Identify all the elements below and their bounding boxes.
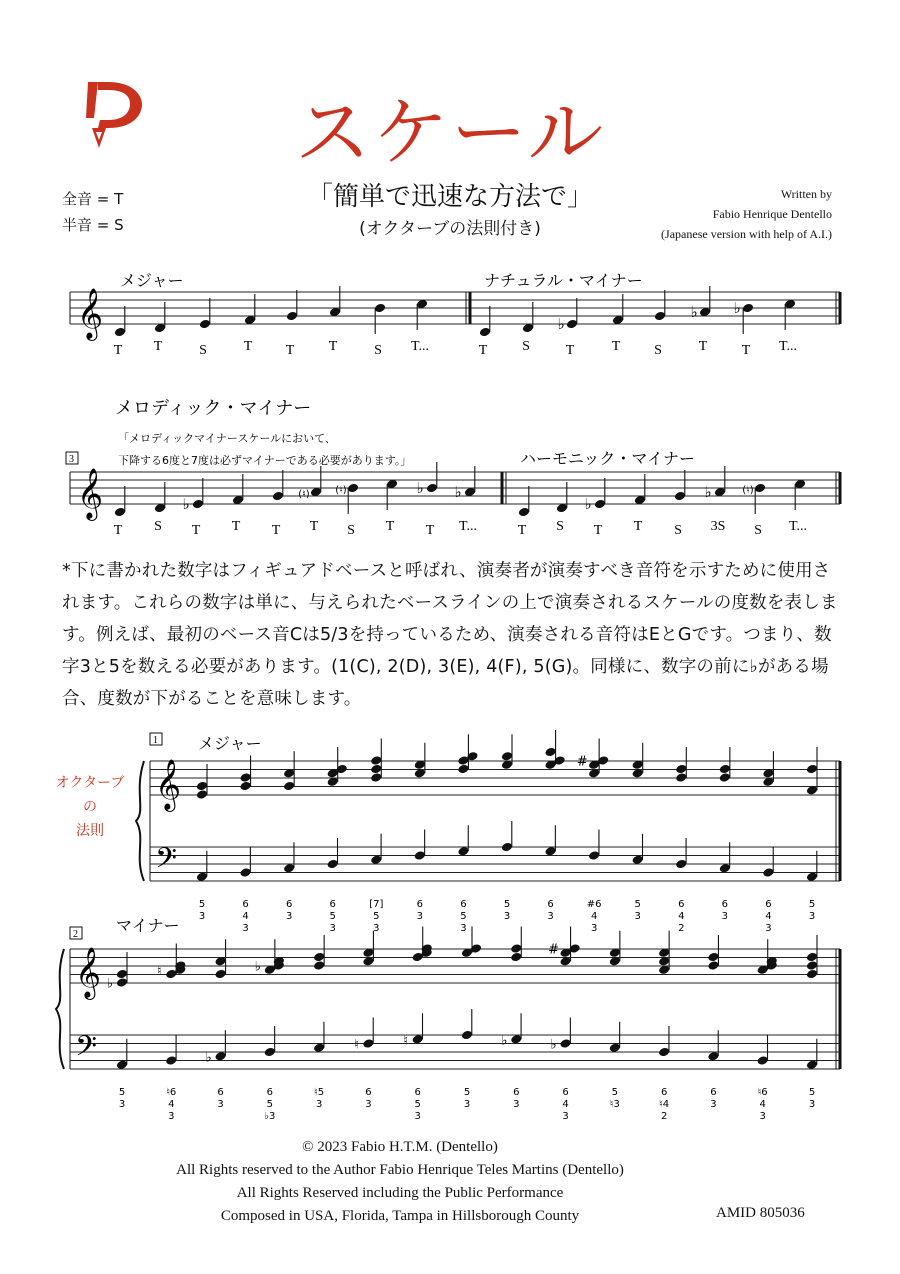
step-label: T: [478, 343, 488, 358]
chord-note: [501, 751, 513, 762]
credits-line: Written by: [780, 187, 832, 201]
step-label: 3S: [710, 519, 726, 534]
figured-bass-number: 6: [547, 899, 554, 910]
figured-bass-number: 3: [414, 1111, 421, 1122]
chord-note: [806, 969, 818, 980]
figured-bass-number: 6: [242, 899, 249, 910]
figured-bass-explanation: *下に書かれた数字はフィギュアドベースと呼ばれ、演奏者が演奏すべき音符を示すために使用されます。これらの数字は単に、与えられたベースラインの上で演奏されるスケールの度数を表します。例えば、最初のベース音Cは5/3を持っているため、演奏される音符はEとGです。つまり、数字3と5を数える必要があります。(1(C), 2(D), 3(E), 4(F), 5(G)。同様に、数字の前に♭がある場合、度数が下がることを意味します。: [62, 561, 838, 709]
chord-note: [806, 952, 818, 963]
side-label-1: オクターブ: [55, 775, 125, 791]
amid-code: AMID 805036: [716, 1205, 805, 1221]
chord-note: [313, 960, 325, 971]
figured-bass-number: 6: [710, 1087, 717, 1098]
figured-bass-number: 5: [611, 1087, 619, 1098]
figured-bass-number: 2: [660, 1111, 668, 1122]
figured-bass-number: ♮3: [609, 1099, 620, 1110]
step-label: S: [374, 343, 382, 358]
accidental-sign: (♮): [742, 485, 754, 496]
figured-bass-number: 6: [416, 899, 424, 910]
figured-bass-number: 3: [808, 911, 816, 922]
chord-note: [806, 960, 818, 971]
figured-bass-number: 6: [562, 1087, 569, 1098]
accidental-sign: ♭: [416, 479, 424, 497]
step-label: S: [154, 519, 162, 534]
figured-bass-number: ♮5: [314, 1087, 325, 1098]
chord-note: [196, 781, 208, 792]
page-title: スケール: [294, 88, 606, 177]
figured-bass-number: 5: [198, 899, 206, 910]
treble-clef-icon: 𝄞: [154, 759, 182, 810]
footer-line: Composed in USA, Florida, Tampa in Hillsborough County: [220, 1208, 580, 1224]
figured-bass-number: 3: [513, 1099, 520, 1110]
accidental-sign: ♭: [182, 495, 190, 513]
figured-bass-number: 6: [460, 899, 467, 910]
chord-note: [116, 977, 128, 988]
accidental-sign: ♭: [205, 1050, 212, 1066]
chord-note: [370, 772, 382, 783]
accidental-sign: (♮): [335, 485, 347, 496]
figured-bass-number: 3: [365, 1099, 372, 1110]
step-label: T: [271, 523, 281, 538]
step-label: T: [385, 519, 395, 534]
chord-note: [707, 960, 719, 971]
footer-line: All Rights Reserved including the Public Performance: [236, 1185, 564, 1201]
figured-bass-number: 6: [365, 1087, 372, 1098]
treble-clef-icon: 𝄞: [76, 468, 104, 519]
figured-bass-number: 4: [765, 911, 772, 922]
step-label: S: [556, 519, 564, 534]
figured-bass-number: 6: [285, 899, 293, 910]
chord-note: [719, 772, 731, 783]
accidental-sign: ♮: [156, 963, 162, 979]
chord-note: [510, 943, 522, 954]
figured-bass-number: 6: [765, 899, 772, 910]
step-label: T: [328, 339, 338, 354]
figured-bass-number: 3: [503, 911, 511, 922]
accidental-sign: ♭: [501, 1033, 508, 1049]
chord-note: [196, 789, 208, 800]
rule-major-label: メジャー: [198, 734, 262, 753]
step-label: T: [309, 519, 319, 534]
step-label: T...: [778, 339, 798, 354]
accidental-sign: ♮: [403, 1033, 409, 1049]
step-label: S: [199, 343, 207, 358]
figured-bass-number: 6: [721, 899, 729, 910]
figured-bass-number: 4: [562, 1099, 569, 1110]
chord-note: [239, 781, 251, 792]
scales-notation: [60, 262, 850, 542]
figured-bass-number: 3: [710, 1099, 717, 1110]
step-label: T...: [788, 519, 808, 534]
figured-bass-number: 5: [808, 899, 816, 910]
step-label: T: [741, 343, 751, 358]
bass-clef-icon: 𝄢: [75, 1030, 97, 1070]
figured-bass-number: 5: [266, 1099, 274, 1110]
brace: [56, 949, 64, 1069]
figured-bass-number: 3: [562, 1111, 569, 1122]
flat-sign: ♭: [690, 303, 698, 321]
figured-bass-number: ♭3: [264, 1111, 276, 1122]
step-label: S: [522, 339, 530, 354]
figured-bass-number: 6: [678, 899, 685, 910]
page-subtitle: 「簡単で迅速な方法で」: [306, 182, 593, 212]
step-label: T: [698, 339, 708, 354]
figured-bass-number: 6: [513, 1087, 520, 1098]
figured-bass-number: 6: [329, 899, 336, 910]
figured-bass-number: 3: [808, 1099, 816, 1110]
chord-note: [370, 755, 382, 766]
figured-bass-number: 5: [634, 899, 641, 910]
label-natural-minor: ナチュラル・マイナー: [484, 271, 643, 290]
grand-staff-minor: [56, 927, 840, 1123]
figured-bass-number: 6: [414, 1087, 421, 1098]
step-label: T: [285, 343, 295, 358]
side-label-2: の: [83, 799, 97, 815]
major-system-number: 1: [153, 735, 158, 746]
brace: [136, 761, 144, 881]
accidental-sign: ♭: [454, 483, 462, 501]
figured-bass-number: 4: [678, 911, 685, 922]
figured-bass-number: 6: [266, 1087, 274, 1098]
bass-clef-icon: 𝄢: [155, 842, 177, 882]
step-label: T: [191, 523, 201, 538]
figured-bass-number: #6: [586, 899, 602, 910]
chord-note: [707, 952, 719, 963]
figured-bass-number: 4: [242, 911, 249, 922]
accidental-sign: #: [548, 942, 560, 958]
accidental-sign: ♭: [106, 976, 114, 992]
figured-bass-number: 5: [460, 911, 467, 922]
figured-bass-number: 3: [460, 923, 467, 934]
chord-note: [239, 772, 251, 783]
melodic-note-1: 「メロディックマイナースケールにおいて、: [118, 432, 336, 445]
staff-major-natural: [70, 286, 840, 358]
credits-line: (Japanese version with help of A.I.): [661, 227, 832, 241]
accidental-sign: (♮): [298, 489, 310, 500]
chord-note: [719, 764, 731, 775]
step-label: T: [425, 523, 435, 538]
step-label: S: [654, 343, 662, 358]
step-label: T...: [458, 519, 478, 534]
figured-bass-number: 3: [329, 923, 336, 934]
system-number: 3: [69, 454, 74, 465]
flat-sign: ♭: [733, 299, 741, 317]
figured-bass-number: 3: [547, 911, 554, 922]
rule-of-octave: [40, 725, 860, 1122]
figured-bass-number: 3: [759, 1111, 766, 1122]
chord-note: [806, 764, 818, 775]
accidental-sign: ♭: [254, 959, 261, 975]
accidental-sign: #: [576, 754, 588, 770]
label-melodic-minor: メロディック・マイナー: [115, 398, 312, 419]
flat-sign: ♭: [557, 315, 565, 333]
chord-note: [457, 764, 469, 775]
subtitle-note: (オクターブの法則付き): [359, 219, 541, 239]
figured-bass-number: 6: [217, 1087, 224, 1098]
treble-clef-icon: 𝄞: [76, 288, 104, 339]
rule-minor-label: マイナー: [116, 916, 180, 935]
figured-bass-number: 3: [198, 911, 206, 922]
figured-bass-number: 3: [285, 911, 293, 922]
figured-bass-number: 5: [329, 911, 336, 922]
step-label: T: [153, 339, 163, 354]
credits: [572, 184, 832, 244]
chord-note: [675, 764, 687, 775]
step-label: T: [231, 519, 241, 534]
figured-bass-number: 3: [721, 911, 729, 922]
minor-system-number: 2: [73, 929, 78, 940]
figured-bass-number: 5: [808, 1087, 816, 1098]
melodic-note-2: 下降する6度と7度は必ずマイナーである必要があります。」: [118, 454, 412, 467]
figured-bass-number: 4: [590, 911, 598, 922]
step-label: S: [674, 523, 682, 538]
step-label: T: [517, 523, 527, 538]
figured-bass-number: [7]: [369, 899, 384, 910]
figured-bass-number: 3: [416, 911, 424, 922]
accidental-sign: ♭: [704, 483, 712, 501]
label-harmonic-minor: ハーモニック・マイナー: [520, 449, 696, 468]
chord-note: [116, 969, 128, 980]
figured-bass-number: 5: [118, 1087, 126, 1098]
figured-bass-number: 3: [590, 923, 598, 934]
footer-line: All Rights reserved to the Author Fabio Henrique Teles Martins (Dentello): [176, 1162, 624, 1178]
chord-note: [544, 747, 556, 758]
chord-note: [313, 952, 325, 963]
figured-bass-number: 3: [242, 923, 249, 934]
legend-half-tone: 半音 = S: [62, 216, 124, 234]
legend-whole-tone: 全音 = T: [62, 190, 124, 208]
figured-bass-number: 3: [217, 1099, 224, 1110]
side-label-3: 法則: [76, 823, 104, 839]
chord-note: [510, 952, 522, 963]
figured-bass-number: 3: [168, 1111, 175, 1122]
step-label: T: [593, 523, 603, 538]
step-label: S: [754, 523, 762, 538]
figured-bass-number: ♮6: [757, 1087, 768, 1098]
step-label: S: [347, 523, 355, 538]
label-major: メジャー: [120, 271, 184, 290]
step-label: T: [633, 519, 643, 534]
credits-author: Fabio Henrique Dentello: [712, 207, 832, 221]
figured-bass-number: 5: [414, 1099, 421, 1110]
chord-note: [283, 781, 295, 792]
accidental-sign: ♭: [550, 1037, 557, 1053]
accidental-sign: ♮: [354, 1037, 359, 1053]
figured-bass-number: 3: [315, 1099, 323, 1110]
chord-note: [370, 764, 382, 775]
figured-bass-number: 3: [765, 923, 772, 934]
figured-bass-number: 5: [463, 1087, 471, 1098]
step-label: T: [113, 523, 123, 538]
figured-bass-number: 2: [678, 923, 685, 934]
treble-clef-icon: 𝄞: [74, 947, 102, 998]
footer-line: © 2023 Fabio H.T.M. (Dentello): [302, 1139, 498, 1155]
figured-bass-number: 5: [373, 911, 380, 922]
step-label: T: [243, 339, 253, 354]
figured-bass-number: 3: [373, 923, 380, 934]
step-label: T: [565, 343, 575, 358]
figured-bass-number: ♮4: [659, 1099, 670, 1110]
figured-bass-number: 4: [759, 1099, 766, 1110]
staff-melodic-harmonic: [70, 462, 840, 538]
figured-bass-number: 3: [634, 911, 641, 922]
chord-note: [675, 772, 687, 783]
figured-bass-number: ♮6: [166, 1087, 177, 1098]
figured-bass-number: 3: [118, 1099, 126, 1110]
copyright-footer: [100, 1136, 700, 1228]
accidental-sign: ♭: [584, 495, 592, 513]
grand-staff-major: [136, 730, 840, 934]
figured-bass-number: 4: [168, 1099, 175, 1110]
figured-bass-number: 3: [463, 1099, 471, 1110]
chord-note: [214, 969, 226, 980]
step-label: T: [113, 343, 123, 358]
step-label: T...: [410, 339, 430, 354]
step-label: T: [611, 339, 621, 354]
figured-bass-number: 6: [660, 1087, 668, 1098]
figured-bass-number: 5: [503, 899, 511, 910]
